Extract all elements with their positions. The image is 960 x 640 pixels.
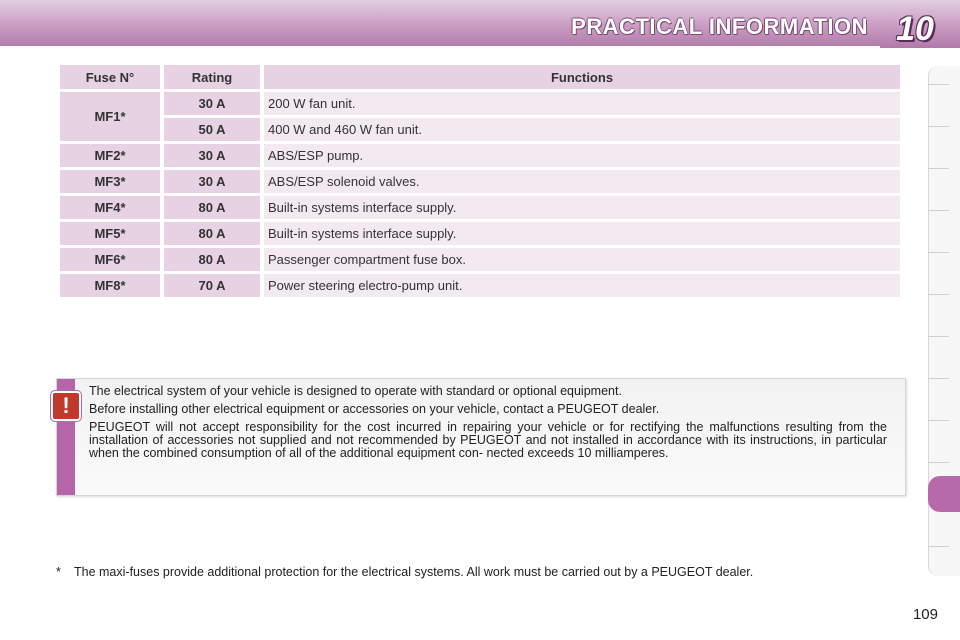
function-cell: 200 W fan unit. [264, 92, 900, 115]
exclamation-icon: ! [51, 391, 81, 421]
rating-cell: 50 A [164, 118, 260, 141]
rating-cell: 30 A [164, 144, 260, 167]
function-cell: Passenger compartment fuse box. [264, 248, 900, 271]
chapter-tab-active[interactable] [928, 476, 960, 512]
header-rating: Rating [164, 65, 260, 89]
table-row [60, 248, 900, 271]
chapter-badge [884, 6, 946, 52]
rating-cell: 80 A [164, 196, 260, 219]
header-functions: Functions [264, 65, 900, 89]
table-row [60, 144, 900, 167]
tab-divider [929, 336, 949, 337]
fuse-cell: MF2* [60, 144, 160, 167]
rating-cell: 30 A [164, 92, 260, 115]
function-cell: Built-in systems interface supply. [264, 196, 900, 219]
fuse-cell: MF4* [60, 196, 160, 219]
warning-box [56, 378, 906, 496]
fuse-cell: MF3* [60, 170, 160, 193]
fuse-table [56, 62, 904, 300]
page-number: 109 [912, 606, 938, 623]
warning-text [89, 385, 887, 465]
warning-paragraph: The electrical system of your vehicle is designed to operate with standard or optional equipment. [89, 384, 622, 398]
footnote-marker: * [56, 565, 61, 579]
tab-divider [929, 252, 949, 253]
table-row [60, 222, 900, 245]
tab-divider [929, 546, 949, 547]
tab-divider [929, 294, 949, 295]
footnote-text: The maxi-fuses provide additional protection for the electrical systems. All work must be carried out by a PEUGEOT dealer. [74, 565, 754, 579]
function-cell: ABS/ESP pump. [264, 144, 900, 167]
header-divider [0, 46, 880, 48]
fuse-cell: MF8* [60, 274, 160, 297]
fuse-cell: MF1* [60, 92, 160, 141]
table-row [60, 170, 900, 193]
table-row [60, 274, 900, 297]
table-row [60, 118, 900, 141]
tab-divider [929, 168, 949, 169]
fuse-cell: MF6* [60, 248, 160, 271]
function-cell: Power steering electro-pump unit. [264, 274, 900, 297]
footnote [56, 566, 904, 579]
chapter-number: 10 [896, 10, 934, 48]
header-band [0, 0, 960, 48]
warning-paragraph: PEUGEOT will not accept responsibility for the cost incurred in repairing your vehicle or for rectifying the malfunctions resulting from the installation of accessories not supplied and not recommended by PEUGEOT and not installed in accordance with its instructions, in particular when the combined consumption of all of the additional equipment con- nected exceeds 10 milliamperes. [89, 420, 887, 460]
function-cell: Built-in systems interface supply. [264, 222, 900, 245]
tab-divider [929, 210, 949, 211]
warning-paragraph: Before installing other electrical equipment or accessories on your vehicle, contact a PEUGEOT dealer. [89, 402, 660, 416]
rating-cell: 70 A [164, 274, 260, 297]
table-header-row [60, 65, 900, 89]
function-cell: 400 W and 460 W fan unit. [264, 118, 900, 141]
tab-divider [929, 84, 949, 85]
rating-cell: 80 A [164, 222, 260, 245]
rating-cell: 80 A [164, 248, 260, 271]
header-fuse: Fuse N° [60, 65, 160, 89]
rating-cell: 30 A [164, 170, 260, 193]
function-cell: ABS/ESP solenoid valves. [264, 170, 900, 193]
tab-divider [929, 420, 949, 421]
tab-divider [929, 378, 949, 379]
tab-divider [929, 126, 949, 127]
table-row [60, 92, 900, 115]
fuse-cell: MF5* [60, 222, 160, 245]
page-title: PRACTICAL INFORMATION [571, 14, 868, 39]
tab-divider [929, 462, 949, 463]
table-row [60, 196, 900, 219]
